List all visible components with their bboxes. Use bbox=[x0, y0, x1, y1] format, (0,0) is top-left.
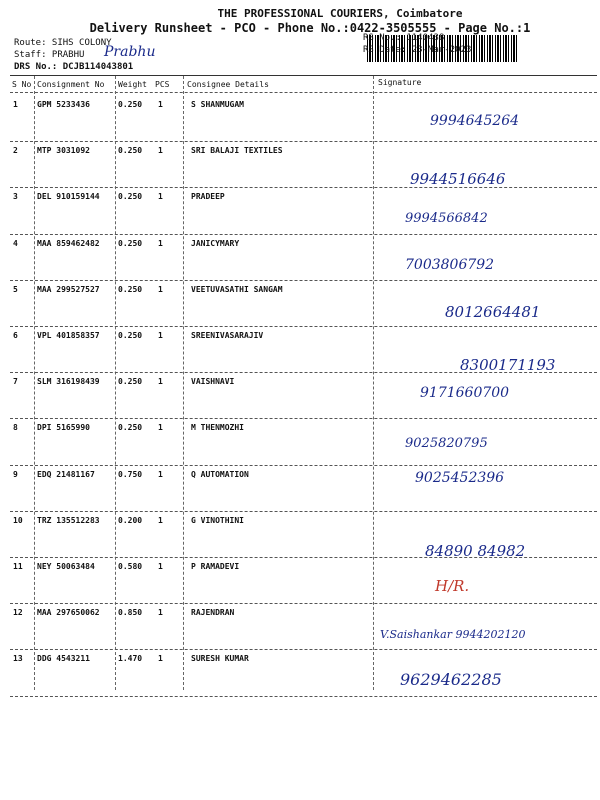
col-header-weight: Weight bbox=[118, 80, 147, 89]
signature-handwriting: H/R. bbox=[435, 577, 470, 595]
row-divider bbox=[10, 187, 597, 188]
pieces-count: 1 bbox=[158, 192, 163, 202]
consignee-name: PRADEEP bbox=[191, 192, 225, 202]
rs-number: RS No.: 1140438 bbox=[363, 33, 445, 43]
signature-handwriting: 9994645264 bbox=[430, 113, 520, 129]
serial-number: 4 bbox=[13, 238, 18, 248]
pieces-count: 1 bbox=[158, 608, 163, 618]
consignee-name: SRI BALAJI TEXTILES bbox=[191, 146, 283, 156]
weight-value: 0.200 bbox=[118, 515, 143, 525]
row-divider bbox=[10, 141, 597, 142]
consignee-name: SURESH KUMAR bbox=[191, 654, 249, 664]
serial-number: 3 bbox=[13, 192, 18, 202]
weight-value: 0.250 bbox=[118, 377, 143, 387]
weight-value: 0.250 bbox=[118, 192, 143, 202]
weight-value: 1.470 bbox=[118, 654, 143, 664]
signature-handwriting: 8300171193 bbox=[460, 356, 556, 374]
weight-value: 0.250 bbox=[118, 423, 143, 433]
consignment-number: MAA 859462482 bbox=[37, 238, 100, 248]
consignment-number: DDG 4543211 bbox=[37, 654, 90, 664]
pieces-count: 1 bbox=[158, 284, 163, 294]
pieces-count: 1 bbox=[158, 515, 163, 525]
row-divider bbox=[10, 234, 597, 235]
signature-handwriting: 9944516646 bbox=[410, 170, 506, 188]
consignee-name: VEETUVASATHI SANGAM bbox=[191, 284, 283, 294]
weight-value: 0.750 bbox=[118, 469, 143, 479]
consignment-number: VPL 401858357 bbox=[37, 331, 100, 340]
col-header-signature: Signature bbox=[378, 78, 422, 87]
consignment-number: DPI 5165990 bbox=[37, 423, 90, 433]
consignee-name: Q AUTOMATION bbox=[191, 469, 249, 479]
row-divider bbox=[10, 418, 597, 419]
weight-value: 0.250 bbox=[118, 146, 143, 156]
signature-handwriting: 9994566842 bbox=[405, 211, 488, 226]
row-divider bbox=[10, 649, 597, 650]
weight-value: 0.250 bbox=[118, 238, 143, 248]
pieces-count: 1 bbox=[158, 423, 163, 433]
consignment-number: SLM 316198439 bbox=[37, 377, 100, 387]
serial-number: 9 bbox=[13, 469, 18, 479]
table-row bbox=[0, 560, 600, 606]
runsheet-subtitle: Delivery Runsheet - PCO - Phone No.:0422-3505555 - Page No.:1 bbox=[89, 21, 531, 35]
table-row bbox=[0, 144, 600, 190]
table-row bbox=[0, 468, 600, 514]
signature-handwriting: 9025452396 bbox=[415, 470, 505, 486]
pieces-count: 1 bbox=[158, 238, 163, 248]
col-header-consignment: Consignment No bbox=[37, 80, 105, 89]
signature-handwriting: 9171660700 bbox=[420, 385, 510, 401]
signature-handwriting: 7003806792 bbox=[405, 257, 495, 273]
signature-handwriting: 9629462285 bbox=[400, 670, 502, 689]
staff-label: Staff: PRABHU bbox=[14, 50, 85, 60]
serial-number: 11 bbox=[13, 562, 23, 571]
serial-number: 13 bbox=[13, 654, 23, 664]
serial-number: 1 bbox=[13, 100, 18, 109]
row-divider bbox=[10, 603, 597, 604]
consignee-name: S SHANMUGAM bbox=[191, 100, 244, 109]
weight-value: 0.250 bbox=[118, 100, 143, 109]
table-top-rule bbox=[10, 75, 597, 76]
row-divider bbox=[10, 280, 597, 281]
serial-number: 2 bbox=[13, 146, 18, 156]
drs-number: DRS No.: DCJB114043801 bbox=[14, 62, 134, 72]
pieces-count: 1 bbox=[158, 146, 163, 156]
pieces-count: 1 bbox=[158, 562, 163, 571]
staff-handwritten: Prabhu bbox=[104, 44, 156, 60]
weight-value: 0.850 bbox=[118, 608, 143, 618]
serial-number: 5 bbox=[13, 284, 18, 294]
table-row bbox=[0, 421, 600, 467]
pieces-count: 1 bbox=[158, 469, 163, 479]
table-row bbox=[0, 190, 600, 236]
pieces-count: 1 bbox=[158, 377, 163, 387]
consignee-name: JANICYMARY bbox=[191, 238, 240, 248]
serial-number: 6 bbox=[13, 331, 18, 340]
col-header-pcs: PCS bbox=[155, 80, 170, 89]
route-label: Route: SIHS COLONY bbox=[14, 38, 112, 48]
signature-handwriting: 8012664481 bbox=[445, 303, 541, 321]
consignment-number: MAA 299527527 bbox=[37, 284, 100, 294]
weight-value: 0.580 bbox=[118, 562, 143, 571]
rs-date: RS Date: 23-Mar-2023 bbox=[363, 45, 472, 55]
consignment-number: MTP 3031092 bbox=[37, 146, 90, 156]
consignee-name: M THENMOZHI bbox=[191, 423, 244, 433]
weight-value: 0.250 bbox=[118, 284, 143, 294]
table-row bbox=[0, 652, 600, 698]
pieces-count: 1 bbox=[158, 331, 163, 340]
company-title: THE PROFESSIONAL COURIERS, Coimbatore bbox=[217, 7, 463, 20]
serial-number: 8 bbox=[13, 423, 18, 433]
row-divider bbox=[10, 696, 597, 697]
consignee-name: VAISHNAVI bbox=[191, 377, 235, 387]
consignment-number: EDQ 21481167 bbox=[37, 469, 95, 479]
header-rule bbox=[10, 92, 597, 93]
col-header-sno: S No bbox=[12, 80, 32, 89]
consignee-name: SREENIVASARAJIV bbox=[191, 331, 264, 340]
row-divider bbox=[10, 511, 597, 512]
consignment-number: NEY 50063484 bbox=[37, 562, 95, 571]
signature-handwriting: V.Saishankar 9944202120 bbox=[380, 628, 526, 641]
consignee-name: RAJENDRAN bbox=[191, 608, 235, 618]
serial-number: 7 bbox=[13, 377, 18, 387]
pieces-count: 1 bbox=[158, 100, 163, 109]
consignee-name: P RAMADEVI bbox=[191, 562, 240, 571]
consignment-number: GPM 5233436 bbox=[37, 100, 90, 109]
consignment-number: DEL 910159144 bbox=[37, 192, 100, 202]
consignee-name: G VINOTHINI bbox=[191, 515, 244, 525]
signature-handwriting: 84890 84982 bbox=[425, 542, 526, 560]
pieces-count: 1 bbox=[158, 654, 163, 664]
serial-number: 12 bbox=[13, 608, 23, 618]
col-header-consignee: Consignee Details bbox=[187, 80, 269, 89]
weight-value: 0.250 bbox=[118, 331, 143, 340]
serial-number: 10 bbox=[13, 515, 23, 525]
table-row bbox=[0, 237, 600, 283]
table-row bbox=[0, 375, 600, 421]
consignment-number: TRZ 135512283 bbox=[37, 515, 100, 525]
consignment-number: MAA 297650062 bbox=[37, 608, 100, 618]
signature-handwriting: 9025820795 bbox=[405, 436, 488, 451]
row-divider bbox=[10, 326, 597, 327]
row-divider bbox=[10, 465, 597, 466]
